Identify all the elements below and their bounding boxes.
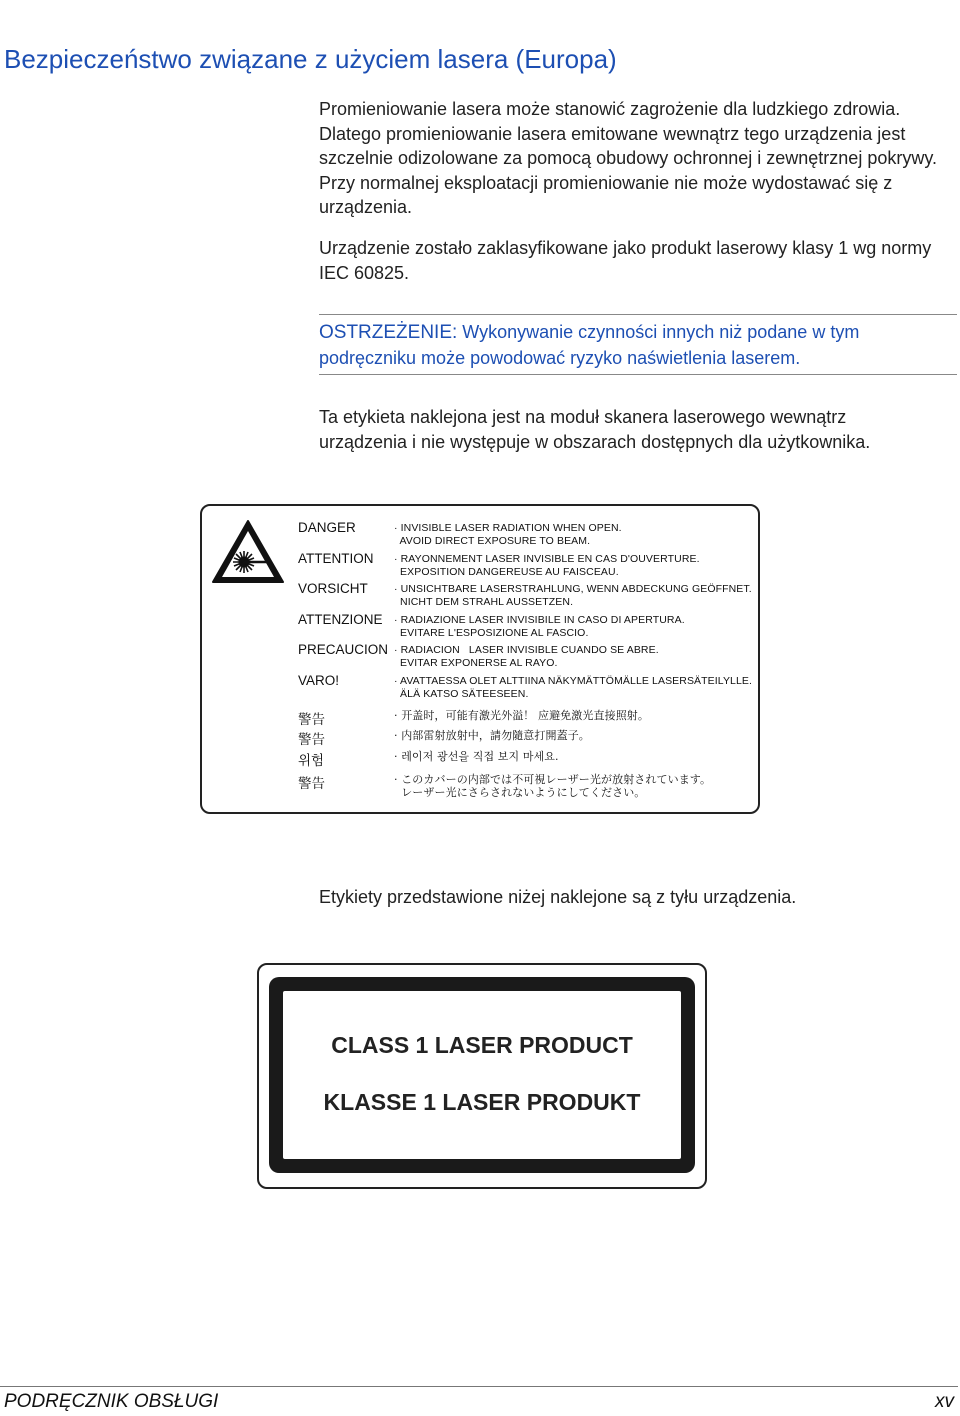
danger-label-warning-text: · 开盖时，可能有激光外溢！ 应避免激光直接照射。 (394, 709, 649, 722)
danger-label-warning-text: · AVATTAESSA OLET ALTTIINA NÄKYMÄTTÖMÄLLE LASERSÄTEILYLLE. ÄLÄ KATSO SÄTEESEEN. (394, 675, 753, 700)
laser-hazard-paragraph: Promieniowanie lasera może stanowić zagrożenie dla ludzkiego zdrowia. Dlatego promieniowanie lasera emitowane wewnątrz tego urządzenia jest szczelnie odizolowane za pomocą obudowy ochronnej i zewnętrznej pokrywy. Przy normalnej eksploatacji promieniowanie nie może wydostawać się z urządzenia. (319, 99, 937, 217)
danger-label-key: PRECAUCION (298, 642, 389, 657)
laser-class-paragraph: Urządzenie zostało zaklasyfikowane jako produkt laserowy klasy 1 wg normy IEC 60825. (319, 238, 932, 283)
danger-label-warning-text: · 레이저 광선을 직접 보지 마세요. (394, 750, 559, 763)
warning-body: Wykonywanie czynności innych niż podane w tym podręczniku może powodować ryzyko naświetlenia laserem. (319, 322, 860, 368)
class1-label (257, 963, 707, 1189)
danger-label (200, 504, 760, 814)
danger-label-key: 警告 (298, 732, 325, 747)
class1-line-de: KLASSE 1 LASER PRODUKT (323, 1089, 641, 1115)
page-number: xv (935, 1391, 954, 1412)
danger-label-key: 警告 (298, 712, 325, 727)
danger-label-warning-text: · RADIACION LASER INVISIBLE CUANDO SE ABRE. EVITAR EXPONERSE AL RAYO. (394, 644, 659, 669)
danger-label-warning-text: · UNSICHTBARE LASERSTRAHLUNG, WENN ABDECKUNG GEÖFFNET. NICHT DEM STRAHL AUSSETZEN. (394, 583, 752, 608)
class1-line-en: CLASS 1 LASER PRODUCT (331, 1032, 633, 1058)
danger-label-key: DANGER (298, 520, 356, 535)
class1-label-frame (269, 977, 695, 1173)
page-title: Bezpieczeństwo związane z użyciem lasera (Europa) (4, 44, 617, 74)
class1-label-panel (283, 991, 681, 1159)
danger-label-warning-text: · このカバーの内部では不可視レーザー光が放射されています。 レーザー光にさらされないようにしてください。 (394, 773, 712, 799)
warning-text (319, 320, 957, 370)
warning-title: OSTRZEŻENIE: (319, 322, 458, 343)
danger-label-warning-text: · INVISIBLE LASER RADIATION WHEN OPEN. AVOID DIRECT EXPOSURE TO BEAM. (394, 522, 622, 547)
footer-divider (0, 1386, 958, 1387)
danger-label-key: 위험 (298, 753, 325, 768)
danger-label-key: ATTENTION (298, 551, 374, 566)
danger-label-key: VARO! (298, 673, 340, 688)
footer-manual-title: PODRĘCZNIK OBSŁUGI (4, 1391, 219, 1412)
danger-label-warning-text: · RAYONNEMENT LASER INVISIBLE EN CAS D'OUVERTURE. EXPOSITION DANGEREUSE AU FAISCEAU. (394, 553, 700, 578)
danger-label-warning-text: · RADIAZIONE LASER INVISIBILE IN CASO DI APERTURA. EVITARE L'ESPOSIZIONE AL FASCIO. (394, 614, 685, 639)
warning-box (319, 314, 957, 375)
danger-label-key: VORSICHT (298, 581, 368, 596)
danger-label-key: ATTENZIONE (298, 612, 383, 627)
danger-label-warning-text: · 内部雷射放射中，請勿隨意打開蓋子。 (394, 729, 590, 742)
laser-hazard-icon (210, 518, 286, 586)
danger-label-key: 警告 (298, 776, 325, 791)
scanner-label-paragraph: Ta etykieta naklejona jest na moduł skanera laserowego wewnątrz urządzenia i nie występuje w obszarach dostępnych dla użytkownika. (319, 407, 871, 452)
rear-labels-paragraph: Etykiety przedstawione niżej naklejone są z tyłu urządzenia. (319, 887, 797, 907)
